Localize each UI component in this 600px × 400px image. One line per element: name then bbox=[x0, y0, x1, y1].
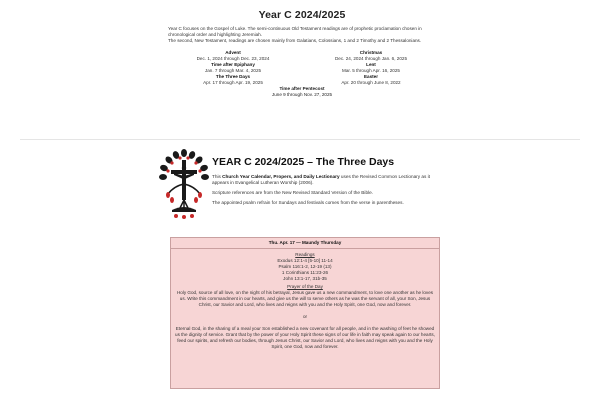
prayer-or: or bbox=[302, 314, 308, 320]
season-dates: Apr. 17 through Apr. 19, 2025 bbox=[203, 80, 263, 85]
reading-item: Exodus 12:1-4 [5-10] 11-14 bbox=[277, 257, 333, 263]
lectionary-note-pre: This bbox=[212, 174, 223, 179]
prayer-text-1: Holy God, source of all love, on the night of his betrayal, Jesus gave us a new commandment, to love one another as he loves us. Write this commandment in our hearts, and give us the will to serve others as he was the servant of all, your Son, Jesus Christ, our Savior and Lord, who lives and reigns with you and the Holy Spirit, one God, now and forever. bbox=[176, 290, 434, 308]
reading-item: Psalm 116:1-2, 12-19 (13) bbox=[278, 263, 332, 269]
intro-paragraph-2: The second, New Testament, readings are chosen mainly from Galatians, Colossians, 1 and 2 Timothy and 2 Thessalonians. bbox=[168, 38, 422, 43]
season-dates: Jan. 7 through Mar. 4, 2025 bbox=[204, 68, 262, 73]
season-name: Time after Epiphany bbox=[211, 62, 255, 67]
season-name: Christmas bbox=[359, 50, 383, 55]
season-dates: Mar. 5 through Apr. 16, 2025 bbox=[342, 68, 400, 73]
maundy-thursday-box bbox=[170, 237, 440, 389]
intro-paragraph-1: Year C focuses on the Gospel of Luke. The semi-continuous Old Testament readings are of prophetic proclamation chosen in chronological order and highlighting Jeremiah. bbox=[168, 26, 422, 37]
section-title: YEAR C 2024/2025 – The Three Days bbox=[212, 156, 395, 168]
reading-item: John 13:1-17, 31b-35 bbox=[283, 275, 327, 281]
lectionary-note-bold: Church Year Calendar, Propers, and Daily Lectionary bbox=[222, 174, 340, 179]
seasons-left-column bbox=[168, 50, 298, 86]
lectionary-note bbox=[212, 174, 440, 186]
cross-tree-logo-icon bbox=[158, 148, 210, 220]
page-divider bbox=[20, 139, 580, 140]
season-name: Lent bbox=[366, 62, 376, 67]
season-pentecost bbox=[168, 86, 436, 98]
section-intro bbox=[212, 174, 440, 210]
seasons-right-column bbox=[306, 50, 436, 86]
intro-text bbox=[168, 26, 436, 44]
page-one bbox=[168, 0, 436, 98]
lectionary-note-post: uses the Revised Common Lectionary as it appears in Evangelical Lutheran Worship (2006). bbox=[212, 174, 430, 185]
readings-list bbox=[171, 258, 439, 282]
seasons-grid bbox=[168, 50, 436, 86]
day-heading: Thu. Apr. 17 — Maundy Thursday bbox=[268, 240, 342, 245]
prayer-label: Prayer of the Day bbox=[287, 284, 323, 290]
season-name: Time after Pentecost bbox=[279, 86, 325, 91]
season-dates: Dec. 24, 2024 through Jan. 6, 2025 bbox=[334, 56, 408, 61]
season-dates: June 9 through Nov. 27, 2025 bbox=[271, 92, 333, 97]
heading-rule bbox=[171, 248, 439, 249]
psalm-note: The appointed psalm refrain for Sundays and festivals comes from the verse in parentheses. bbox=[212, 200, 404, 205]
season-name: The Three Days bbox=[215, 74, 251, 79]
reading-item: 1 Corinthians 11:23-26 bbox=[281, 269, 329, 275]
prayer-text-2: Eternal God, in the sharing of a meal your Son established a new covenant for all people, and in the washing of feet he showed us the dignity of service. Grant that by the power of your Holy Spirit these signs of our life in faith may speak again to our hearts, feed our spirits, and refresh our bodies, through Jesus Christ, our Savior and Lord, who lives and reigns with you and the Holy Spirit, one God, now and forever. bbox=[175, 325, 435, 349]
season-dates: Dec. 1, 2024 through Dec. 23, 2024 bbox=[196, 56, 270, 61]
scripture-note: Scripture references are from the New Revised Standard Version of the Bible. bbox=[212, 190, 374, 195]
readings-label: Readings bbox=[295, 251, 315, 257]
season-name: Easter bbox=[363, 74, 379, 79]
page-title: Year C 2024/2025 bbox=[258, 9, 346, 21]
season-dates: Apr. 20 through June 8, 2022 bbox=[341, 80, 401, 85]
season-name: Advent bbox=[225, 50, 241, 55]
